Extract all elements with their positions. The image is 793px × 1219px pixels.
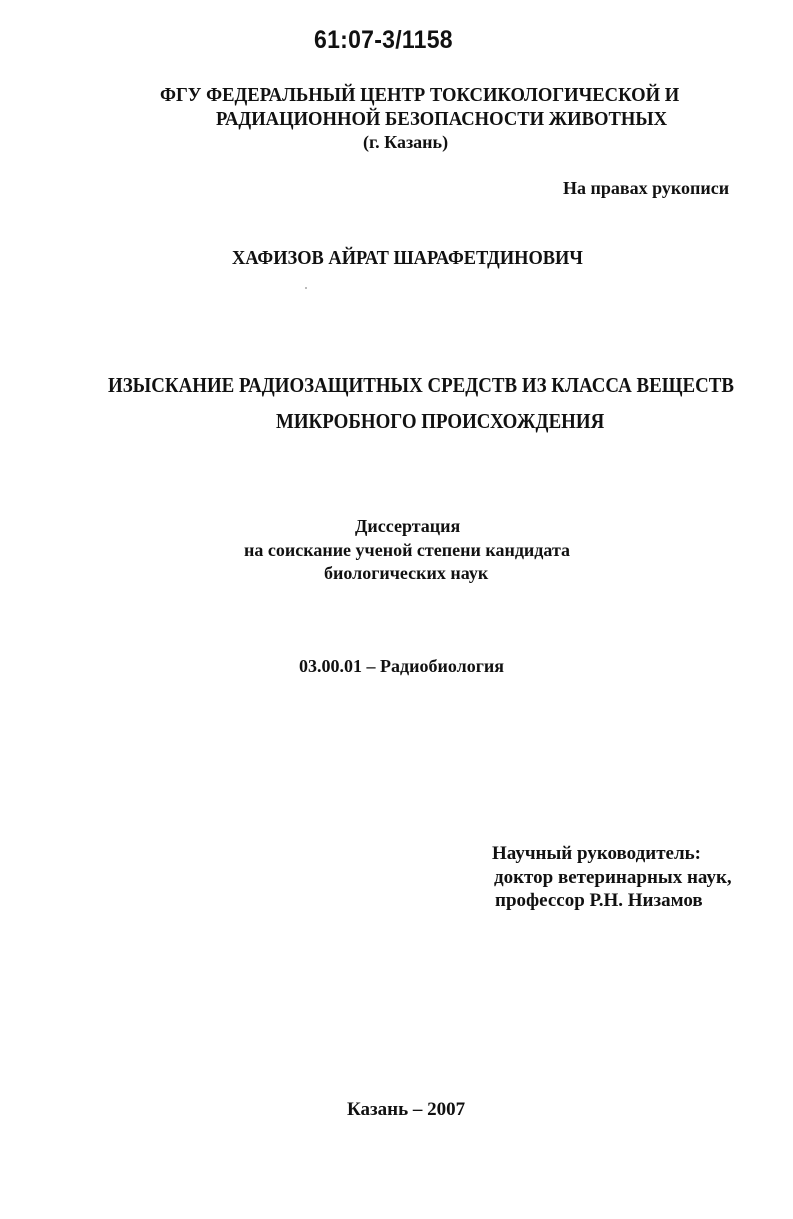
- institution-line-1: ФГУ ФЕДЕРАЛЬНЫЙ ЦЕНТР ТОКСИКОЛОГИЧЕСКОЙ И: [160, 84, 680, 106]
- dissertation-field: биологических наук: [324, 563, 489, 583]
- registration-number: 61:07-3/1158: [314, 26, 453, 54]
- dissertation-degree: на соискание ученой степени кандидата: [244, 540, 571, 560]
- supervisor-name: профессор Р.Н. Низамов: [495, 890, 703, 911]
- place-year: Казань – 2007: [347, 1099, 466, 1120]
- title-line-1: ИЗЫСКАНИЕ РАДИОЗАЩИТНЫХ СРЕДСТВ ИЗ КЛАССА ВЕЩЕСТВ: [108, 373, 734, 397]
- scan-speck: [305, 287, 307, 289]
- author-name: ХАФИЗОВ АЙРАТ ШАРАФЕТДИНОВИЧ: [232, 247, 583, 269]
- institution-city: (г. Казань): [363, 132, 449, 152]
- supervisor-degree: доктор ветеринарных наук,: [494, 867, 732, 888]
- manuscript-note: На правах рукописи: [563, 178, 730, 198]
- supervisor-label: Научный руководитель:: [492, 843, 701, 864]
- dissertation-label: Диссертация: [355, 516, 461, 536]
- specialty-code: 03.00.01 – Радиобиология: [299, 656, 504, 676]
- institution-line-2: РАДИАЦИОННОЙ БЕЗОПАСНОСТИ ЖИВОТНЫХ: [216, 108, 668, 130]
- title-line-2: МИКРОБНОГО ПРОИСХОЖДЕНИЯ: [276, 409, 605, 433]
